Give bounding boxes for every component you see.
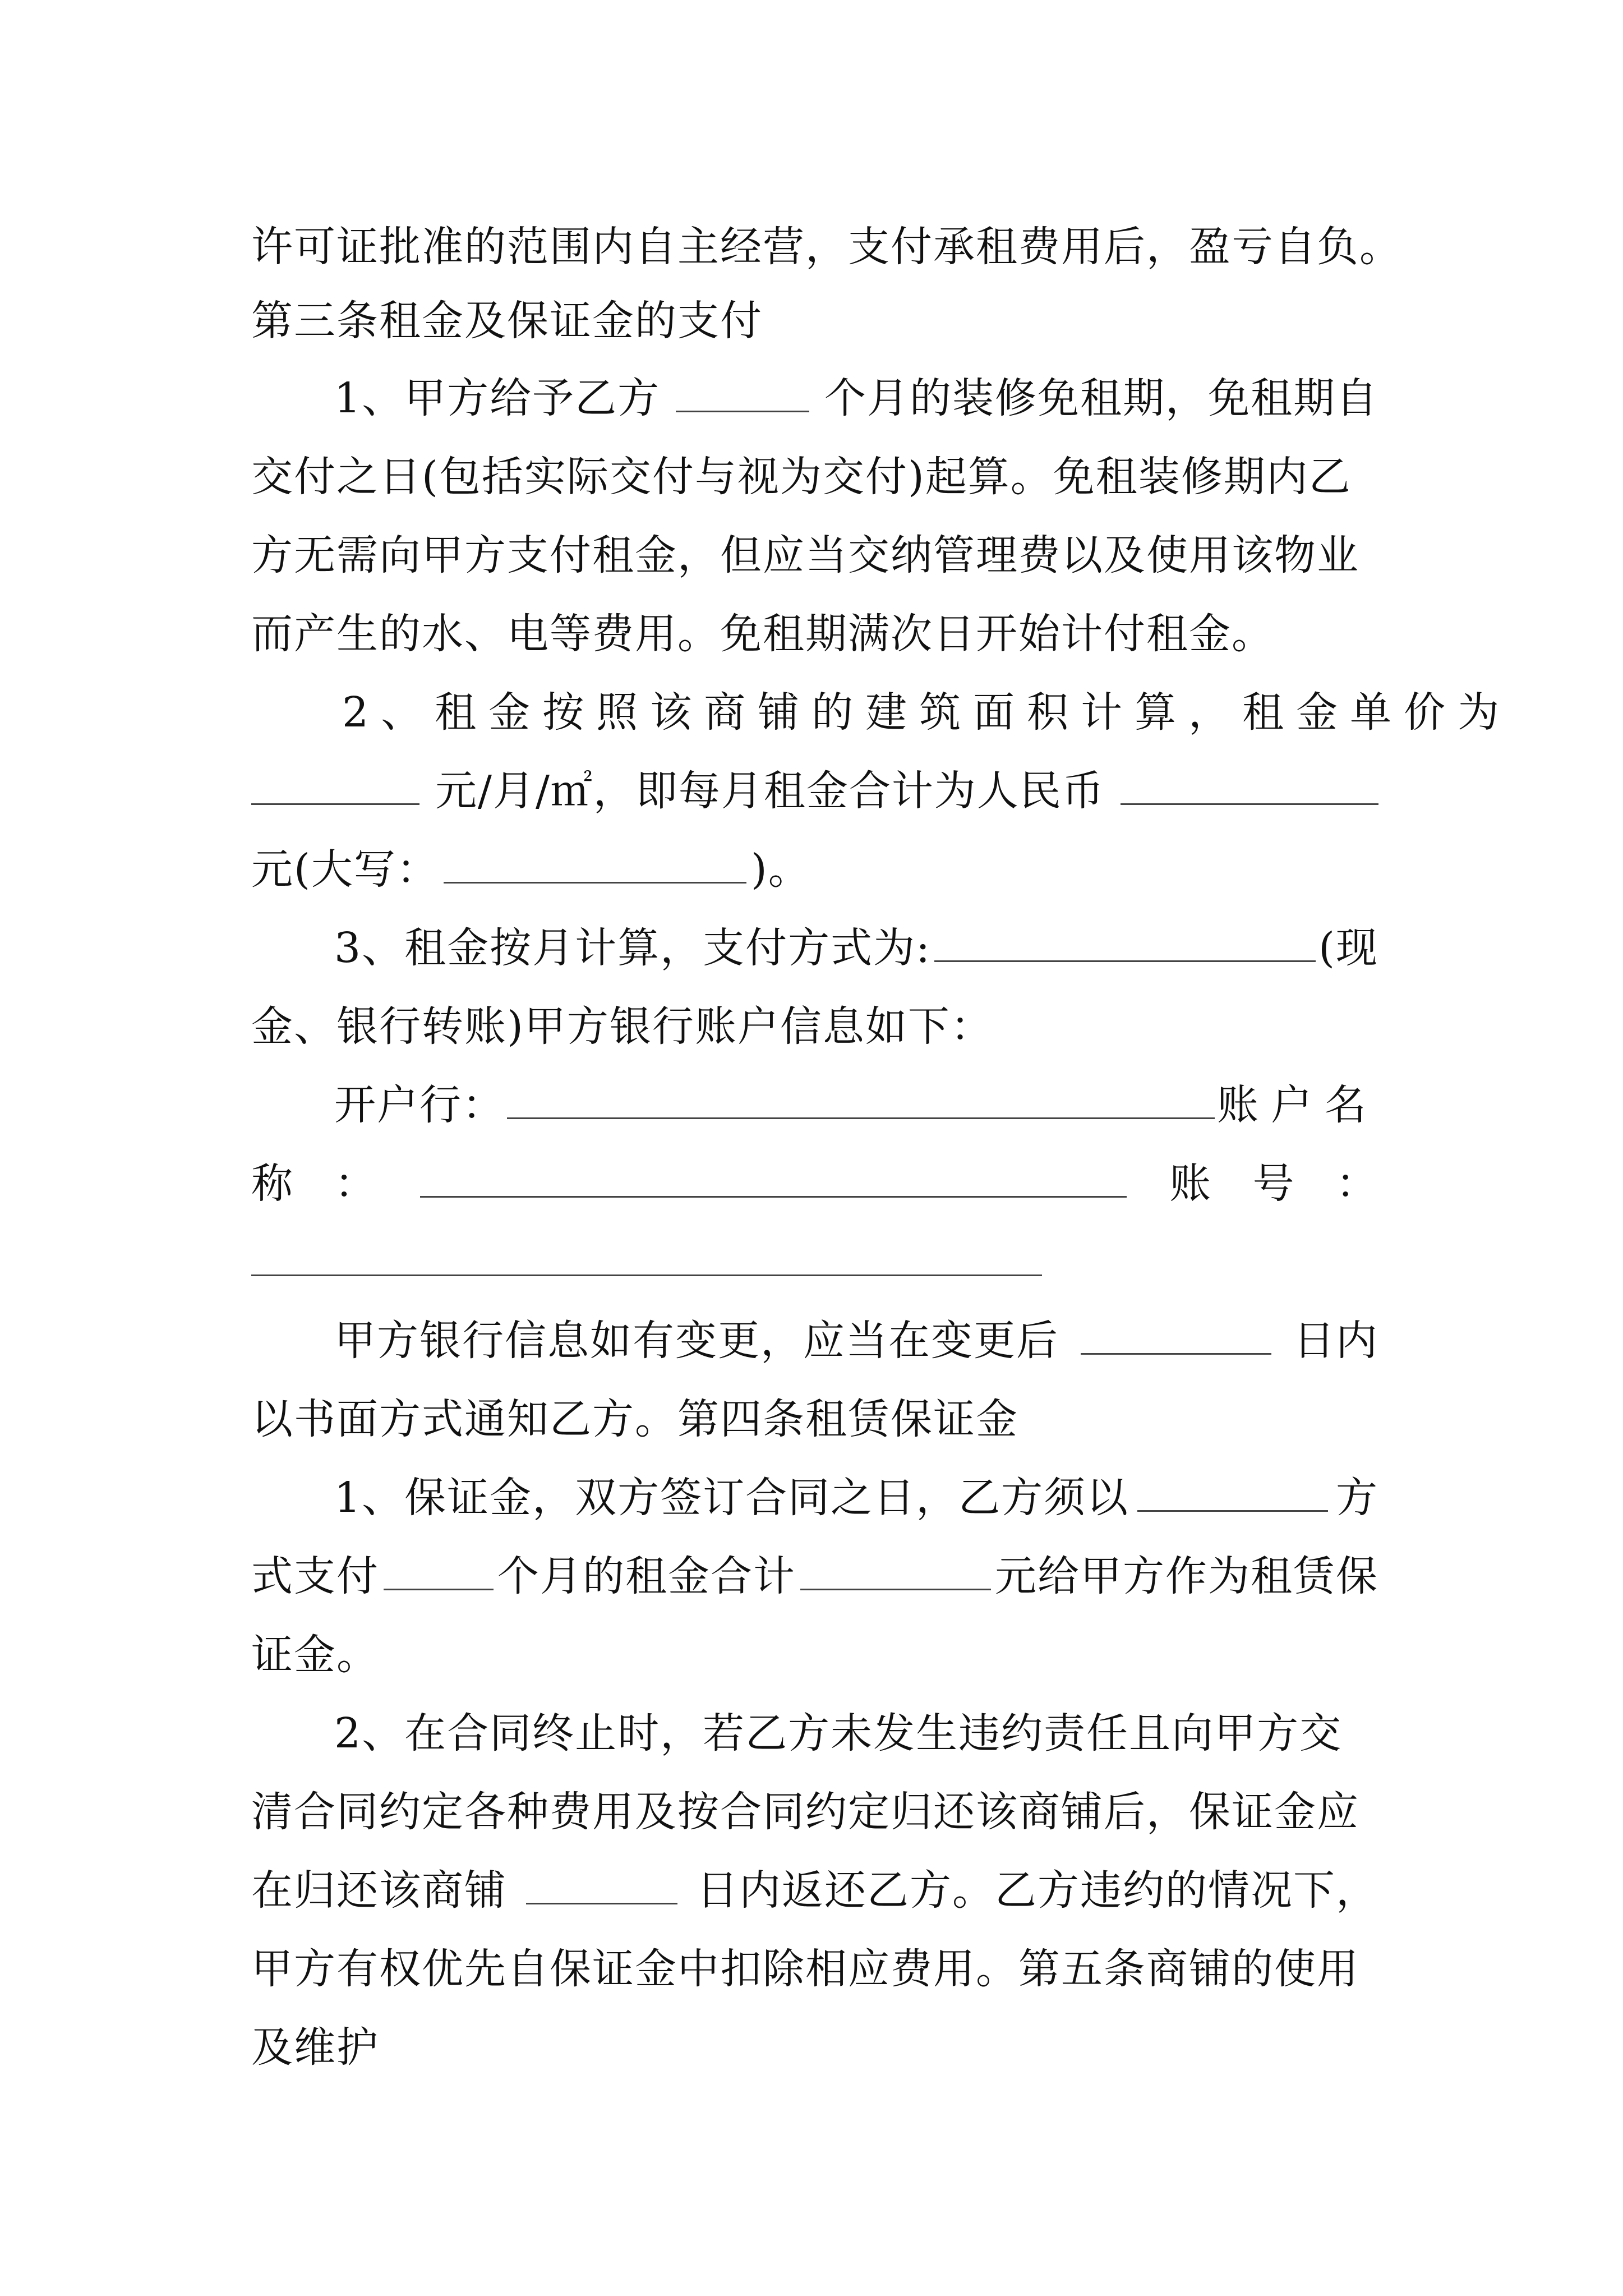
line-text: 式支付 xyxy=(251,1552,379,1600)
line-text: 账 xyxy=(1169,1159,1212,1208)
fill-blank xyxy=(1121,771,1378,805)
line-text: 元给甲方作为租赁保 xyxy=(995,1552,1378,1600)
line-text: 称 xyxy=(251,1159,294,1208)
section-heading-article-5 xyxy=(251,2014,1378,2081)
line-text: 在归还该商铺 xyxy=(251,1866,507,1915)
line-text: (现 xyxy=(1318,924,1378,972)
paragraph-line xyxy=(251,1857,1378,1924)
fill-blank xyxy=(507,1085,1215,1119)
fill-blank xyxy=(934,928,1316,962)
line-text: 个月的装修免租期，免租期自 xyxy=(824,374,1378,422)
line-text: 日内返还乙方。乙方违约的情况下， xyxy=(697,1866,1378,1915)
fill-blank xyxy=(1137,1478,1328,1512)
bank-account-line xyxy=(251,1150,1378,1217)
line-text: )。 xyxy=(750,845,811,894)
paragraph-line xyxy=(334,914,1378,982)
paragraph-line xyxy=(251,836,1378,903)
paragraph-line xyxy=(334,1464,1378,1531)
line-text: 许可证批准的范围内自主经营，支付承租费用后，盈亏自负。 xyxy=(251,223,1402,271)
line-text: 元/月/㎡，即每月租金合计为人民币 xyxy=(435,767,1105,815)
line-text: 2、在合同终止时，若乙方未发生违约责任且向甲方交 xyxy=(334,1709,1343,1757)
paragraph-line xyxy=(251,1621,1378,1688)
line-text: 方无需向甲方支付租金，但应当交纳管理费以及使用该物业 xyxy=(251,531,1359,579)
line-text: 证金。 xyxy=(251,1631,379,1679)
fill-blank xyxy=(444,849,746,884)
paragraph-line xyxy=(342,679,1512,746)
line-text: 1、保证金，双方签订合同之日，乙方须以 xyxy=(334,1474,1129,1522)
paragraph-line xyxy=(251,522,1378,589)
line-text: 以书面方式通知乙方。第四条租赁保证金 xyxy=(251,1395,1018,1443)
line-text: 元(大写： xyxy=(251,845,439,894)
paragraph-line xyxy=(251,1935,1378,2003)
paragraph-line xyxy=(251,443,1378,510)
paragraph-line xyxy=(251,1386,1378,1453)
paragraph-line xyxy=(334,1307,1378,1374)
fill-blank xyxy=(526,1870,677,1904)
line-text: 交付之日(包括实际交付与视为交付)起算。免租装修期内乙 xyxy=(251,453,1352,501)
line-text: 号 xyxy=(1252,1159,1295,1208)
paragraph-line xyxy=(334,365,1378,432)
fill-blank xyxy=(800,1556,991,1590)
line-text: 而产生的水、电等费用。免租期满次日开始计付租金。 xyxy=(251,610,1274,658)
paragraph-line xyxy=(251,600,1378,668)
paragraph-line xyxy=(334,1700,1378,1767)
fill-blank xyxy=(1081,1320,1271,1355)
line-text: 日内 xyxy=(1293,1317,1378,1365)
fill-blank xyxy=(384,1556,494,1590)
paragraph-line xyxy=(251,993,1378,1060)
paragraph-line xyxy=(251,1778,1378,1846)
line-text: 金、银行转账)甲方银行账户信息如下： xyxy=(251,1002,993,1051)
fill-blank xyxy=(420,1163,1127,1198)
line-text: 及维护 xyxy=(251,2023,379,2072)
line-text: 3、租金按月计算，支付方式为: xyxy=(334,924,932,972)
line-text: 甲方有权优先自保证金中扣除相应费用。第五条商铺的使用 xyxy=(251,1945,1359,1993)
bank-account-line xyxy=(251,1228,1378,1296)
line-text: 账户名 xyxy=(1217,1081,1378,1129)
line-text: 1、甲方给予乙方 xyxy=(334,374,661,422)
line-text: 开户行： xyxy=(334,1081,505,1129)
line-text: ： xyxy=(334,1159,377,1208)
fill-blank xyxy=(251,771,419,805)
section-heading-article-3 xyxy=(251,287,1378,355)
fill-blank xyxy=(676,378,809,412)
line-text: 2、租金按照该商铺的建筑面积计算，租金单价为 xyxy=(342,688,1512,737)
line-text: 个月的租金合计 xyxy=(497,1552,796,1600)
heading-text: 第三条租金及保证金的支付 xyxy=(251,297,763,345)
line-text: 甲方银行信息如有变更，应当在变更后 xyxy=(334,1317,1059,1365)
paragraph-line xyxy=(251,213,1402,280)
paragraph-line xyxy=(251,757,1378,825)
fill-blank xyxy=(251,1242,1042,1276)
line-text: 清合同约定各种费用及按合同约定归还该商铺后，保证金应 xyxy=(251,1788,1359,1836)
bank-account-line xyxy=(334,1071,1378,1139)
paragraph-line xyxy=(251,1543,1378,1610)
line-text: 方 xyxy=(1336,1474,1378,1522)
line-text: ： xyxy=(1335,1159,1378,1208)
